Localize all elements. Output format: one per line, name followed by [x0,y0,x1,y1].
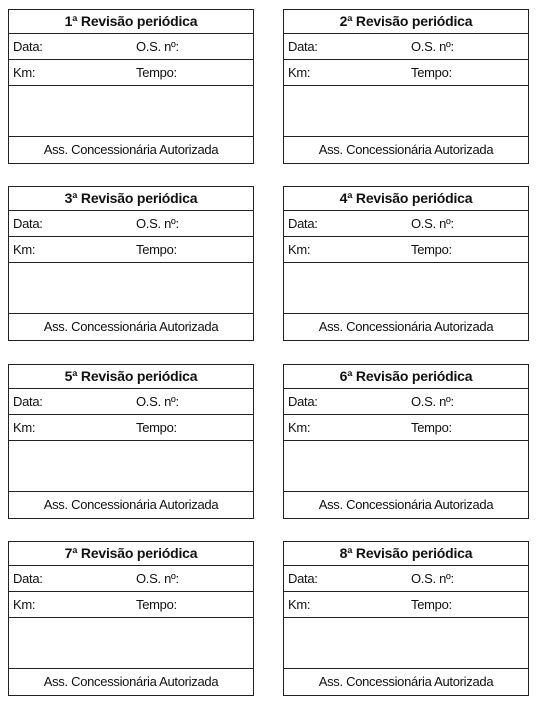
km-time-row [9,415,253,441]
km-time-row [9,237,253,263]
km-time-row [284,60,528,86]
date-os-row [284,211,528,237]
date-label: Data: [288,394,318,409]
signature-label: Ass. Concessionária Autorizada [43,319,219,334]
signature-label: Ass. Concessionária Autorizada [43,142,219,157]
os-number-label: O.S. nº: [411,571,454,586]
time-label: Tempo: [136,597,177,612]
revision-card-2 [283,9,529,164]
date-label: Data: [288,571,318,586]
time-label: Tempo: [136,420,177,435]
revision-card-title: 8ª Revisão periódica [284,542,528,566]
date-os-row [9,34,253,60]
revision-card-title: 2ª Revisão periódica [284,10,528,34]
time-label: Tempo: [411,420,452,435]
revision-card-1 [8,9,254,164]
signature-space [9,441,253,492]
signature-label: Ass. Concessionária Autorizada [318,674,494,689]
date-label: Data: [13,39,43,54]
signature-label: Ass. Concessionária Autorizada [318,497,494,512]
time-label: Tempo: [411,597,452,612]
date-label: Data: [13,571,43,586]
revision-card-4 [283,186,529,341]
revision-card-title: 5ª Revisão periódica [9,365,253,389]
date-label: Data: [13,394,43,409]
os-number-label: O.S. nº: [411,394,454,409]
revision-card-title: 6ª Revisão periódica [284,365,528,389]
revision-card-title: 3ª Revisão periódica [9,187,253,211]
date-os-row [9,566,253,592]
date-os-row [9,211,253,237]
os-number-label: O.S. nº: [136,39,179,54]
km-label: Km: [13,597,36,612]
km-time-row [284,592,528,618]
signature-space [284,86,528,137]
os-number-label: O.S. nº: [136,216,179,231]
time-label: Tempo: [411,242,452,257]
km-time-row [9,592,253,618]
os-number-label: O.S. nº: [136,571,179,586]
revision-card-title: 1ª Revisão periódica [9,10,253,34]
signature-space [9,618,253,669]
km-label: Km: [13,420,36,435]
signature-space [284,618,528,669]
km-label: Km: [288,65,311,80]
date-os-row [284,389,528,415]
km-label: Km: [288,597,311,612]
revision-card-title: 4ª Revisão periódica [284,187,528,211]
km-label: Km: [288,242,311,257]
km-label: Km: [13,65,36,80]
date-os-row [9,389,253,415]
revision-card-3 [8,186,254,341]
km-time-row [284,415,528,441]
time-label: Tempo: [136,242,177,257]
km-time-row [9,60,253,86]
signature-label: Ass. Concessionária Autorizada [318,142,494,157]
signature-label: Ass. Concessionária Autorizada [318,319,494,334]
date-os-row [284,34,528,60]
date-os-row [284,566,528,592]
date-label: Data: [13,216,43,231]
revision-card-6 [283,364,529,519]
os-number-label: O.S. nº: [411,39,454,54]
signature-space [284,441,528,492]
revision-card-7 [8,541,254,696]
time-label: Tempo: [411,65,452,80]
os-number-label: O.S. nº: [411,216,454,231]
date-label: Data: [288,216,318,231]
signature-space [9,86,253,137]
revision-card-title: 7ª Revisão periódica [9,542,253,566]
km-time-row [284,237,528,263]
km-label: Km: [13,242,36,257]
signature-label: Ass. Concessionária Autorizada [43,674,219,689]
signature-space [9,263,253,314]
km-label: Km: [288,420,311,435]
date-label: Data: [288,39,318,54]
time-label: Tempo: [136,65,177,80]
signature-label: Ass. Concessionária Autorizada [43,497,219,512]
revision-card-5 [8,364,254,519]
revision-card-8 [283,541,529,696]
signature-space [284,263,528,314]
os-number-label: O.S. nº: [136,394,179,409]
